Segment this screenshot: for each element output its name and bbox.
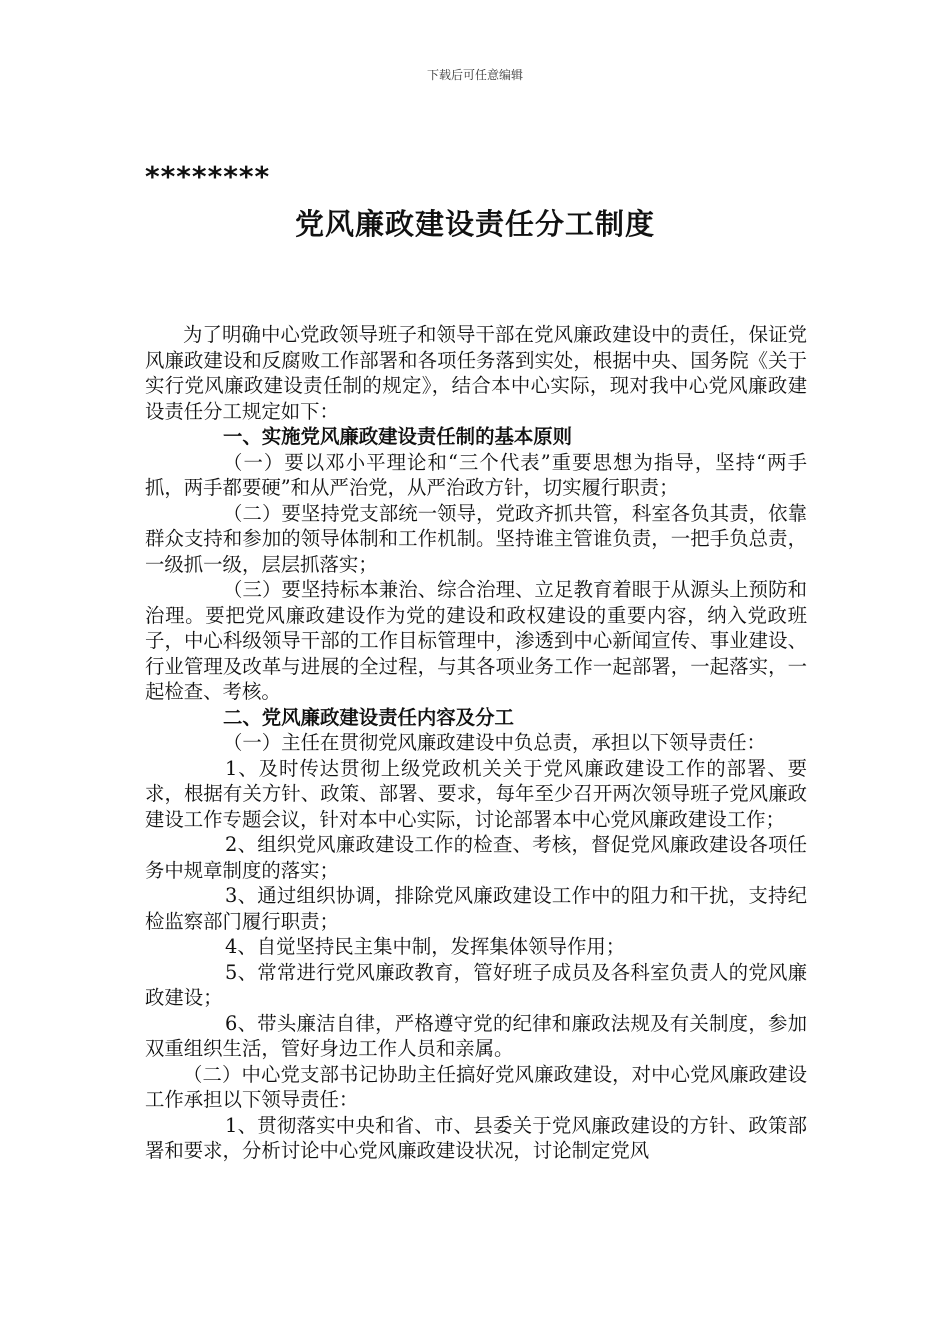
principle-1-paragraph: （一）要以邓小平理论和“三个代表”重要思想为指导，坚持“两手抓，两手都要硬”和从严治党，从严治政方针，切实履行职责； <box>145 450 807 499</box>
section-heading-1: 一、实施党风廉政建设责任制的基本原则 <box>223 425 573 448</box>
principle-2-paragraph: （二）要坚持党支部统一领导，党政齐抓共管，科室各负其责，依靠群众支持和参加的领导体制和工作机制。坚持谁主管谁负责，一把手负总责，一级抓一级，层层抓落实； <box>145 501 807 576</box>
director-item-5: 5、常常进行党风廉政教育，管好班子成员及各科室负责人的党风廉政建设； <box>145 960 807 1009</box>
document-body <box>145 322 807 1164</box>
section-heading-2: 二、党风廉政建设责任内容及分工 <box>223 705 514 729</box>
principle-3-paragraph: （三）要坚持标本兼治、综合治理、立足教育着眼于从源头上预防和治理。要把党风廉政建设作为党的建设和政权建设的重要内容，纳入党政班子，中心科级领导干部的工作目标管理中，渗透到中心新闻宣传、事业建设、行业管理及改革与进展的全过程，与其各项业务工作一起部署，一起落实，一起检查、考核。 <box>145 578 807 703</box>
document-title: 党风廉政建设责任分工制度 <box>294 207 655 241</box>
director-item-3: 3、通过组织协调，排除党风廉政建设工作中的阻力和干扰，支持纪检监察部门履行职责； <box>145 884 807 933</box>
header-note: 下载后可任意编辑 <box>426 68 523 82</box>
director-item-6: 6、带头廉洁自律，严格遵守党的纪律和廉政法规及有关制度，参加双重组织生活，管好身边工作人员和亲属。 <box>145 1011 807 1060</box>
organization-mark: ******** <box>145 160 271 193</box>
secretary-responsibility-paragraph: （二）中心党支部书记协助主任搞好党风廉政建设，对中心党风廉政建设工作承担以下领导责任： <box>145 1062 807 1111</box>
director-item-1: 1、及时传达贯彻上级党政机关关于党风廉政建设工作的部署、要求，根据有关方针、政策、部署、要求，每年至少召开两次领导班子党风廉政建设工作专题会议，针对本中心实际，讨论部署本中心党风廉政建设工作； <box>145 756 807 831</box>
director-responsibility-paragraph: （一）主任在贯彻党风廉政建设中负总责，承担以下领导责任： <box>223 731 766 754</box>
intro-paragraph: 为了明确中心党政领导班子和领导干部在党风廉政建设中的责任，保证党风廉政建设和反腐败工作部署和各项任务落到实处，根据中央、国务院《关于实行党风廉政建设责任制的规定》，结合本中心实际，现对我中心党风廉政建设责任分工规定如下： <box>145 323 807 423</box>
director-item-4: 4、自觉坚持民主集中制，发挥集体领导作用； <box>225 935 626 958</box>
secretary-item-1: 1、贯彻落实中央和省、市、县委关于党风廉政建设的方针、政策部署和要求，分析讨论中心党风廉政建设状况，讨论制定党风 <box>145 1113 807 1162</box>
director-item-2: 2、组织党风廉政建设工作的检查、考核，督促党风廉政建设各项任务中规章制度的落实； <box>145 833 807 882</box>
